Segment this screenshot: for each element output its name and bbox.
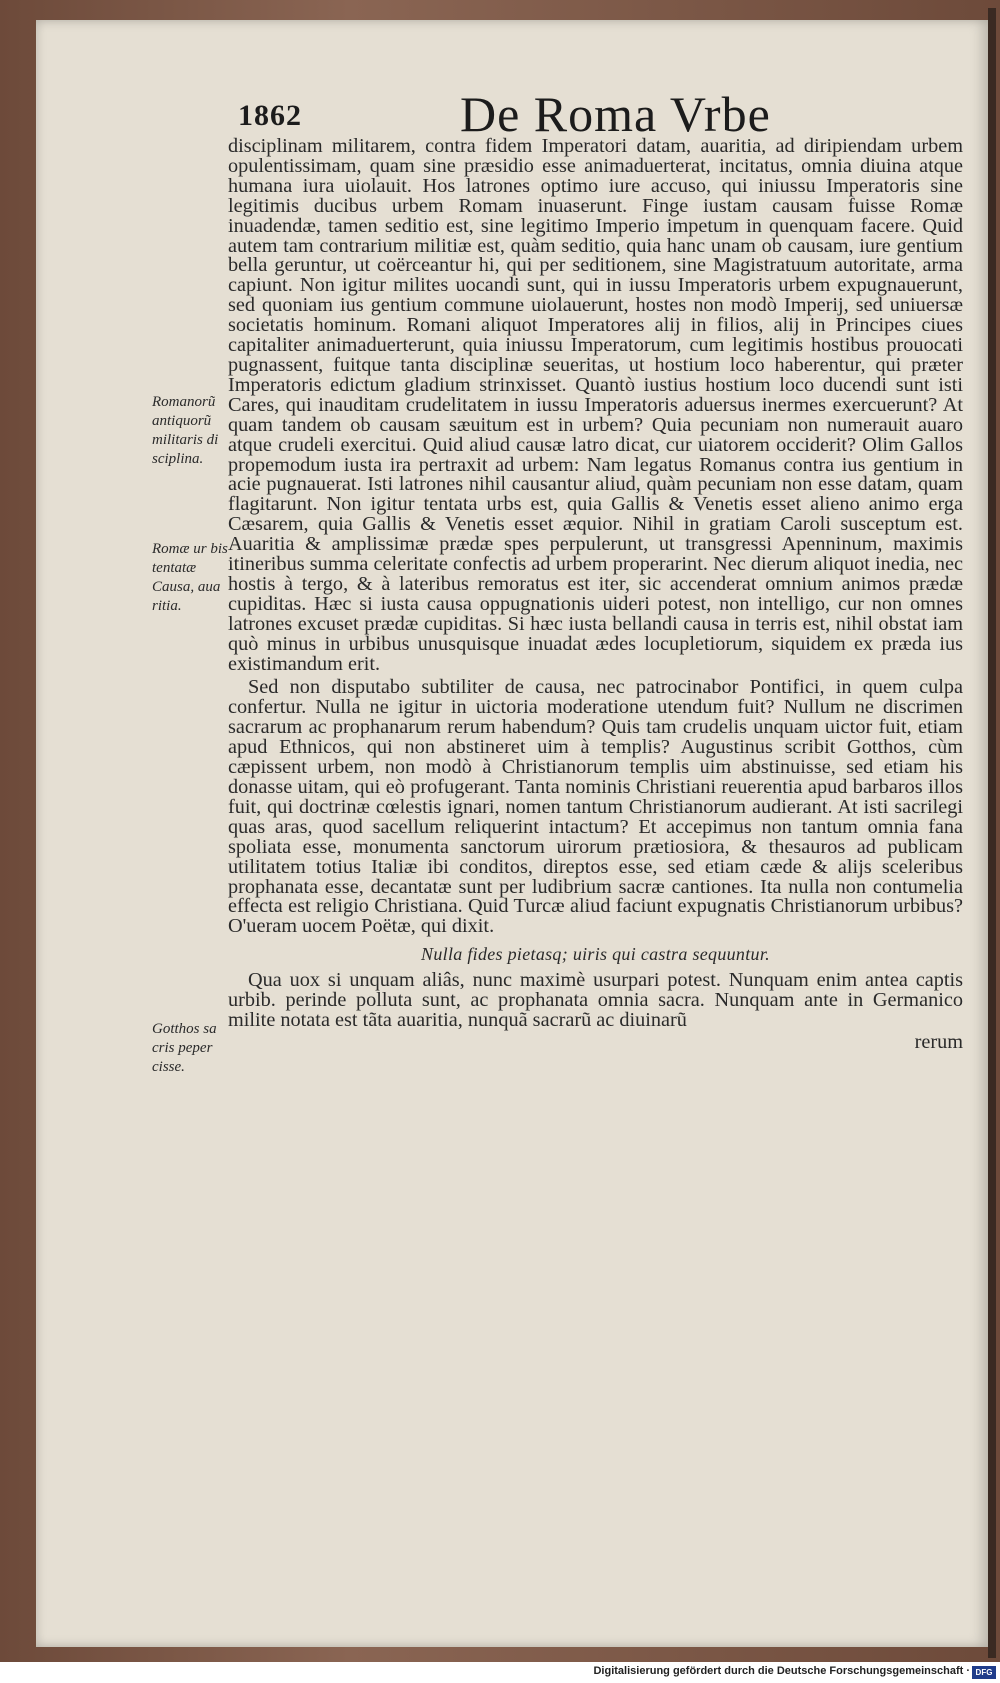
marginal-note-goths: Gotthos sa cris peper cisse. [152,1021,217,1075]
running-title: De Roma Vrbe [460,86,771,142]
paragraph: Sed non disputabo subtiliter de causa, nec patrocinabor Pontifici, in quem culpa confertur. Nulla ne igitur in uictoria moderatione utendum fuit? Nullum ne discrimen sacrarum ac prophanarum rerum habendum? Quis tam crudelis unquam uictor fuit, etiam apud Ethnicos, qui non abstineret uim à templis? Augustinus scribit Gotthos, cùm cæpissent urbem, non modò à Christianorum templis uim abstinuisse, sed etiam his donasse uitam, qui eò profugerant. Tanta nominis Christiani reuerentia apud barbaros illos fuit, qui doctrinæ cœlestis ignari, nomen tantum Christianorum audierant. At isti sacrilegi quas aras, quod sacellum reliquerint intactum? Et accepimus non tantum omnia fana spoliata esse, monumenta sanctorum uirorum prætiosiora, & thesauros ad publicam utilitatem totius Italiæ ibi conditos, direptos esse, sed etiam cæde & alijs sceleribus prophanata esse, decantatæ sunt per ludibrium sacræ cantiones. Ita nulla non contumelia effecta est religio Christiana. Quid Turcæ aliud faciunt expugnatis Christianorum urbibus? O'ueram uocem Poëtæ, qui dixit. [228,676,963,938]
body-text [228,137,963,1053]
dfg-logo-icon: DFG [972,1666,996,1679]
marginal-note-discipline: Romanorũ antiquorũ militaris di sciplina. [152,394,219,467]
catchword: rerum [914,1030,963,1053]
marginal-note-rome-attacked: Romæ ur bis tentatæ Causa, aua ritia. [152,541,228,614]
paragraph: disciplinam militarem, contra fidem Imperatori datam, auaritia, ad diripiendam urbem opulentissimam, quam sine præsidio esse animaduerterat, incitatus, omnia diuina atque humana iura uiolauit. Hos latrones optimo iure accuso, qui iniussu Imperatoris sine legitimis ducibus urbem Romam inuaserunt. Finge iustam causam fuisse Romæ inuadendæ, tamen seditio est, sine legitimo Imperio impetum in quenquam facere. Quid autem tam contrarium militiæ est, quàm seditio, quia hanc unam ob causam, iure gentium bella geruntur, ut coërceantur hi, qui per seditionem, sine Magistratuum autoritate, arma capiunt. Non igitur milites uocandi sunt, qui in iussu Imperatoris urbem expugnauerunt, sed quoniam ius gentium commune uiolauerunt, hostes non modò Imperij, sed uniuersæ societatis hominum. Romani aliquot Imperatores alij in filios, alij in Principes ciues capitaliter animaduerterunt, quia iniussu Imperatorum, cum legitimis hostibus prouocati pugnassent, fuitque tanta disciplinæ seueritas, ut hostium loco haberentur, qui præter Imperatoris edictum gladium strinxisset. Quantò iustius hostium loco ducendi sunt isti Cares, qui inauditam crudelitatem in iussu Imperatoris aduersus inermes exercuerunt? At quam tandem ob causam sæuitum est in urbem? Quia pecuniam non numerauit auaro atque crudeli exercitui. Quid aliud causæ latro dicat, cur uiatorem occiderit? Olim Gallos propemodum iusta ira pertraxit ad urbem: Nam legatus Romanus contra ius gentium in acie pugnauerat. Isti latrones nihil causantur aliud, quàm pecuniam non esse datam, quam flagitarunt. Non igitur tentata urbs est, quia Gallis & Venetis esset alieno animo erga Cæsarem, quia Gallis & Venetis esset æquior. Nihil in gratiam Caroli susceptum est. Auaritia & amplissimæ prædæ spes perpulerunt, ut transgressi Apenninum, maximis itineribus summa celeritate confectis ad urbem properarint. Nec dierum aliquot inedia, nec hostis à tergo, & à lateribus remoratus est iter, sic accenderat omnium animos prædæ cupiditas. Hæc si iusta causa oppugnationis uideri potest, non intelligo, cur non omnes latrones excuset prædæ cupiditas. Si hæc iusta bellandi causa in terris est, nihil obstat iam quò minus in urbibus unusquisque inuadat ædes locupletiorum, siquidem ex præda ius existimandum erit. [228,135,963,675]
page-edge [988,8,996,1658]
page-number: 1862 [238,99,302,132]
paragraph: Qua uox si unquam aliâs, nunc maximè usurpari potest. Nunquam enim antea captis urbib. perinde polluta sunt, ac prophanata omnia sacra. Nunquam ante in Germanico milite notata est tãta auaritia, nunquã sacrarũ ac diuinarũ [228,969,963,1031]
funding-notice: Digitalisierung gefördert durch die Deutsche Forschungsgemeinschaft · [593,1665,970,1677]
footer-bar [0,1662,1000,1683]
verse-quotation: Nulla fides pietasq; uiris qui castra sequuntur. [421,944,770,965]
